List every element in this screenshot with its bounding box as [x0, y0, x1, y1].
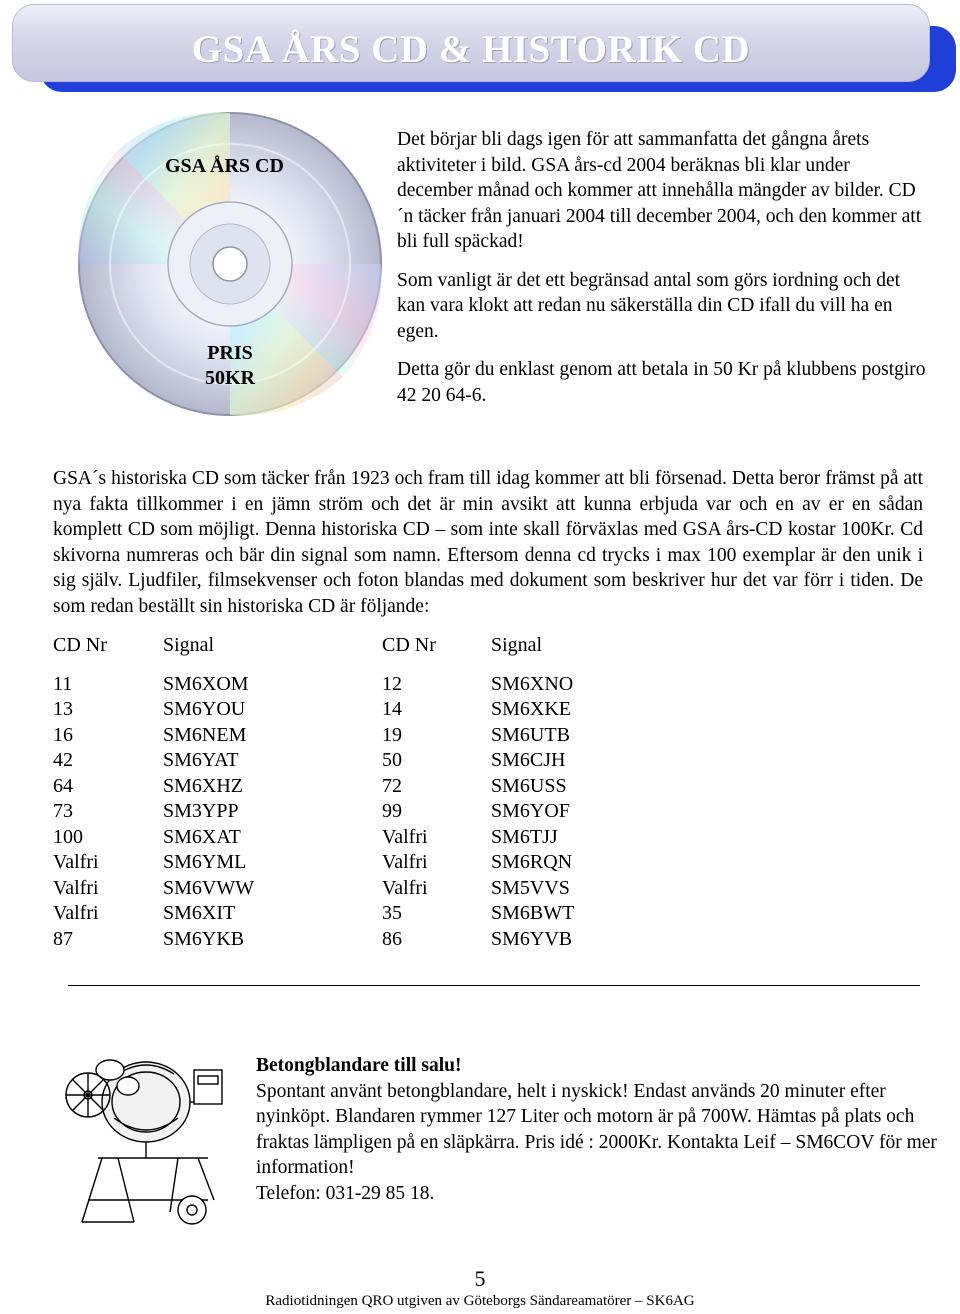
- row-cd-nr-2: 99: [382, 800, 402, 822]
- row-cd-nr-2: 12: [382, 672, 402, 695]
- table-spacer: [53, 659, 601, 672]
- row-cd-nr-2: Valfri: [382, 876, 428, 899]
- table-row: [53, 825, 601, 851]
- table-row: [53, 697, 601, 723]
- row-cd-nr-1: 16: [53, 723, 73, 746]
- intro-paragraph-3: Detta gör du enklast genom att betala in 50 Kr på klubbens postgiro 42 20 64-6.: [397, 359, 926, 406]
- row-cd-nr-2: 14: [382, 698, 402, 720]
- history-paragraph: GSA´s historiska CD som täcker från 1923 och fram till idag kommer att bli försenad. Detta beror främst på att nya fakta tillkommer i en jämn ström och det är min avsikt att kunna erbjuda var och en av er en sådan komplett CD som möjligt. Denna historiska CD – som inte skall förväxlas med GSA års-CD kostar 100Kr. Cd skivorna numreras och bär din signal som namn. Eftersom denna cd trycks i max 100 exemplar är den unik i sig själv. Ljudfiler, filmsekvenser och foton blandas med dokument som beskriver hur det var förr i tiden. De som redan beställt sin historiska CD är följande:: [53, 468, 923, 617]
- row-cd-nr-1: Valfri: [53, 902, 99, 924]
- cd-label-title: GSA ÅRS CD: [165, 155, 284, 177]
- page-title: GSA ÅRS CD & HISTORIK CD: [191, 28, 751, 71]
- row-cd-nr-1: Valfri: [53, 876, 99, 899]
- cd-price-label: [186, 341, 274, 391]
- table-row: [53, 876, 601, 902]
- row-signal-1: SM6XIT: [163, 902, 236, 924]
- row-cd-nr-1: 11: [53, 672, 73, 695]
- page-footer: Radiotidningen QRO utgiven av Göteborgs Sändareamatörer – SK6AG: [265, 1293, 695, 1309]
- intro-paragraph-2: Som vanligt är det ett begränsad antal som görs iordning och det kan vara klokt att redan nu säkerställa din CD ifall du vill ha en egen.: [397, 269, 901, 342]
- ad-phone: Telefon: 031-29 85 18.: [256, 1182, 435, 1204]
- row-signal-2: SM6RQN: [491, 851, 573, 873]
- ad-body: Spontant använt betongblandare, helt i nyskick! Endast används 20 minuter efter nyinköpt. Blandaren rymmer 127 Liter och motorn är på 700W. Hämtas på plats och fraktas lämpligen på en släpkärra. Pris idé : 2000Kr. Kontakta Leif – SM6COV för mer information!: [256, 1080, 937, 1178]
- row-signal-2: SM6CJH: [491, 749, 566, 771]
- cement-mixer-image: [58, 1040, 234, 1230]
- intro-text: [397, 127, 927, 421]
- row-signal-1: SM6YOU: [163, 698, 246, 720]
- row-cd-nr-1: 42: [53, 749, 73, 771]
- header-signal-1: Signal: [163, 634, 215, 656]
- row-signal-2: SM6UTB: [491, 723, 570, 746]
- row-signal-2: SM6XKE: [491, 698, 572, 720]
- row-cd-nr-2: 35: [382, 902, 402, 924]
- row-signal-1: SM6XOM: [163, 672, 249, 695]
- mixer-ad: [256, 1053, 946, 1206]
- cd-price-line1: PRIS: [207, 342, 253, 364]
- row-signal-2: SM6YVB: [491, 927, 573, 950]
- row-signal-1: SM6VWW: [163, 876, 255, 899]
- table-row: [53, 799, 601, 825]
- row-signal-1: SM3YPP: [163, 800, 239, 822]
- row-signal-2: SM6YOF: [491, 800, 570, 822]
- table-header-row: [53, 633, 601, 659]
- table-row: [53, 748, 601, 774]
- header-signal-2: Signal: [491, 634, 543, 656]
- row-signal-1: SM6YKB: [163, 927, 245, 950]
- row-cd-nr-2: Valfri: [382, 825, 428, 848]
- ad-heading: Betongblandare till salu!: [256, 1055, 462, 1076]
- row-cd-nr-1: 13: [53, 698, 73, 720]
- row-cd-nr-1: 73: [53, 800, 73, 822]
- table-row: [53, 723, 601, 749]
- history-text: [53, 466, 923, 619]
- row-signal-2: SM6BWT: [491, 902, 575, 924]
- row-cd-nr-2: Valfri: [382, 851, 428, 873]
- row-signal-1: SM6XHZ: [163, 774, 244, 797]
- row-signal-2: SM5VVS: [491, 876, 570, 899]
- row-cd-nr-2: 19: [382, 723, 402, 746]
- row-signal-1: SM6YAT: [163, 749, 239, 771]
- table-row: [53, 672, 601, 698]
- row-signal-2: SM6TJJ: [491, 825, 558, 848]
- table-row: [53, 927, 601, 953]
- header-cd-nr-2: CD Nr: [382, 634, 436, 656]
- intro-paragraph-1: Det börjar bli dags igen för att sammanfatta det gångna årets aktiviteter i bild. GSA års-cd 2004 beräknas bli klar under december månad och kommer att innehålla mängder av bilder. CD´n täcker från januari 2004 till december 2004, och den kommer att bli full späckad!: [397, 129, 922, 252]
- table-row: [53, 901, 601, 927]
- cd-price-line2: 50KR: [205, 367, 255, 389]
- table-row: [53, 850, 601, 876]
- row-signal-2: SM6XNO: [491, 672, 574, 695]
- row-cd-nr-1: 87: [53, 927, 73, 950]
- table-body: [53, 659, 601, 953]
- row-cd-nr-1: 100: [53, 825, 83, 848]
- row-signal-2: SM6USS: [491, 774, 567, 797]
- row-cd-nr-1: 64: [53, 774, 73, 797]
- row-signal-1: SM6NEM: [163, 723, 247, 746]
- cd-order-table: [53, 633, 601, 952]
- table-row: [53, 774, 601, 800]
- section-divider: [68, 985, 920, 986]
- row-cd-nr-2: 86: [382, 927, 402, 950]
- page-banner: [12, 4, 930, 82]
- header-cd-nr-1: CD Nr: [53, 634, 107, 656]
- row-signal-1: SM6YML: [163, 851, 247, 873]
- row-cd-nr-2: 72: [382, 774, 402, 797]
- row-cd-nr-1: Valfri: [53, 851, 99, 873]
- page-number: 5: [474, 1266, 486, 1291]
- row-cd-nr-2: 50: [382, 749, 402, 771]
- row-signal-1: SM6XAT: [163, 825, 241, 848]
